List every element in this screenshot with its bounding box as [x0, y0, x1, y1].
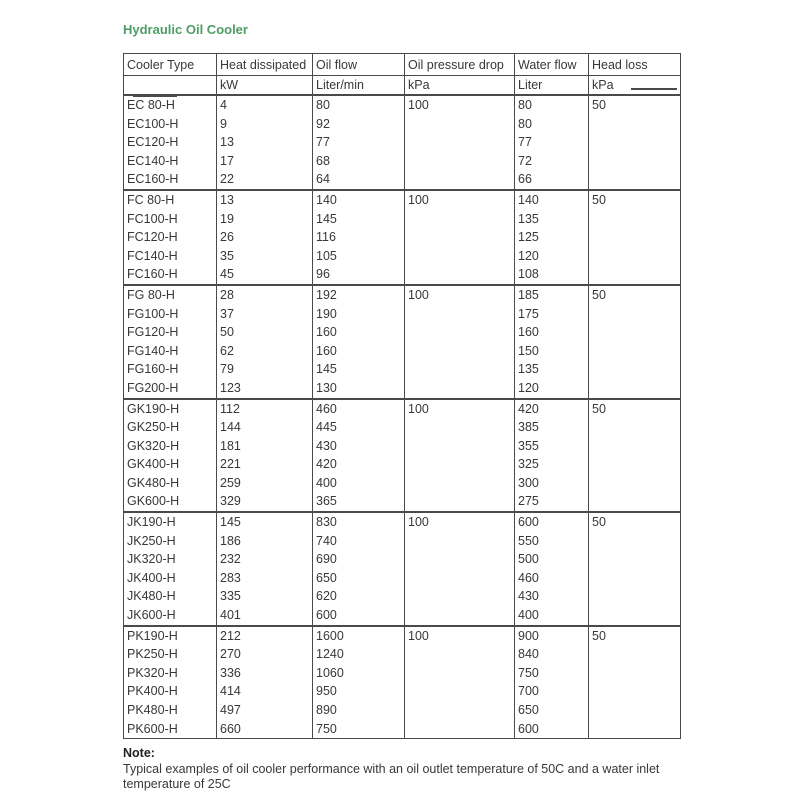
- table-cell: 140: [313, 190, 405, 210]
- table-cell: [405, 455, 515, 474]
- table-cell: [589, 418, 681, 437]
- table-cell: [589, 323, 681, 342]
- table-cell: 19: [217, 210, 313, 229]
- table-cell: 420: [515, 399, 589, 419]
- table-cell: 890: [313, 701, 405, 720]
- table-cell: 4: [217, 95, 313, 115]
- table-cell: JK480-H: [124, 587, 217, 606]
- table-cell: JK250-H: [124, 532, 217, 551]
- table-cell: 50: [589, 626, 681, 646]
- table-cell: [405, 532, 515, 551]
- table-cell: 660: [217, 720, 313, 739]
- table-cell: [589, 379, 681, 399]
- table-cell: [589, 492, 681, 512]
- table-cell: 500: [515, 550, 589, 569]
- table-cell: [589, 265, 681, 285]
- table-cell: 35: [217, 247, 313, 266]
- table-row: [124, 569, 681, 588]
- table-row: [124, 492, 681, 512]
- table-cell: [405, 247, 515, 266]
- table-cell: [589, 170, 681, 190]
- table-cell: 400: [515, 606, 589, 626]
- table-cell: [405, 418, 515, 437]
- table-cell: FG200-H: [124, 379, 217, 399]
- table-cell: GK190-H: [124, 399, 217, 419]
- note-label: Note:: [123, 746, 155, 761]
- table-cell: [405, 210, 515, 229]
- table-cell: 17: [217, 152, 313, 171]
- table-cell: FC100-H: [124, 210, 217, 229]
- table-cell: EC100-H: [124, 115, 217, 134]
- table-cell: 212: [217, 626, 313, 646]
- table-cell: 1600: [313, 626, 405, 646]
- table-cell: 300: [515, 474, 589, 493]
- table-row: [124, 133, 681, 152]
- table-cell: 690: [313, 550, 405, 569]
- table-cell: PK320-H: [124, 664, 217, 683]
- column-unit-cooler-type: [124, 76, 217, 96]
- table-group: [124, 190, 681, 285]
- table-row: [124, 532, 681, 551]
- table-cell: [405, 265, 515, 285]
- table-row: [124, 720, 681, 739]
- table-cell: 100: [405, 95, 515, 115]
- table-cell: [589, 720, 681, 739]
- table-cell: [589, 437, 681, 456]
- table-row: [124, 379, 681, 399]
- table-cell: 100: [405, 399, 515, 419]
- table-cell: 430: [515, 587, 589, 606]
- column-unit-head-loss: kPa: [589, 76, 681, 96]
- table-cell: 100: [405, 512, 515, 532]
- note-section: [123, 746, 689, 793]
- border-artifact-right: [631, 88, 677, 90]
- table-cell: [589, 210, 681, 229]
- table-row: [124, 95, 681, 115]
- table-cell: [405, 305, 515, 324]
- spec-table: [123, 53, 681, 739]
- table-cell: [589, 569, 681, 588]
- table-cell: [405, 342, 515, 361]
- table-cell: 830: [313, 512, 405, 532]
- table-cell: 329: [217, 492, 313, 512]
- table-row: [124, 247, 681, 266]
- table-cell: FG 80-H: [124, 285, 217, 305]
- table-cell: FG140-H: [124, 342, 217, 361]
- table-cell: 13: [217, 133, 313, 152]
- table-cell: 28: [217, 285, 313, 305]
- table-cell: 175: [515, 305, 589, 324]
- table-cell: PK480-H: [124, 701, 217, 720]
- table-cell: [405, 720, 515, 739]
- table-cell: GK320-H: [124, 437, 217, 456]
- table-cell: [589, 152, 681, 171]
- table-row: [124, 437, 681, 456]
- table-group: [124, 95, 681, 190]
- table-cell: 50: [589, 399, 681, 419]
- table-cell: 100: [405, 190, 515, 210]
- table-row: [124, 115, 681, 134]
- table-cell: 750: [515, 664, 589, 683]
- table-cell: [589, 115, 681, 134]
- table-cell: 430: [313, 437, 405, 456]
- table-cell: FC160-H: [124, 265, 217, 285]
- table-cell: [405, 437, 515, 456]
- table-cell: [405, 323, 515, 342]
- header-label-row: [124, 54, 681, 76]
- table-cell: [405, 606, 515, 626]
- table-cell: 181: [217, 437, 313, 456]
- table-cell: PK250-H: [124, 645, 217, 664]
- table-header: [124, 54, 681, 96]
- table-cell: 77: [515, 133, 589, 152]
- table-cell: 120: [515, 247, 589, 266]
- table-cell: FC120-H: [124, 228, 217, 247]
- table-cell: 270: [217, 645, 313, 664]
- table-cell: [405, 664, 515, 683]
- table-cell: 700: [515, 682, 589, 701]
- table-row: [124, 645, 681, 664]
- table-group: [124, 626, 681, 739]
- table-cell: 186: [217, 532, 313, 551]
- table-cell: JK600-H: [124, 606, 217, 626]
- table-cell: 185: [515, 285, 589, 305]
- table-cell: 123: [217, 379, 313, 399]
- column-header-cooler-type: Cooler Type: [124, 54, 217, 76]
- table-cell: 336: [217, 664, 313, 683]
- table-cell: [405, 133, 515, 152]
- table-group: [124, 512, 681, 626]
- table-group: [124, 285, 681, 399]
- table-row: [124, 474, 681, 493]
- column-unit-water-flow: Liter: [515, 76, 589, 96]
- column-unit-oil-flow: Liter/min: [313, 76, 405, 96]
- column-unit-heat-dissipated: kW: [217, 76, 313, 96]
- table-cell: [405, 492, 515, 512]
- table-cell: 192: [313, 285, 405, 305]
- table-cell: 77: [313, 133, 405, 152]
- column-header-oil-flow: Oil flow: [313, 54, 405, 76]
- table-cell: 105: [313, 247, 405, 266]
- table-cell: 401: [217, 606, 313, 626]
- table-cell: 1240: [313, 645, 405, 664]
- table-cell: 460: [313, 399, 405, 419]
- table-cell: [405, 170, 515, 190]
- note-text-line-2: temperature of 25C: [123, 777, 231, 792]
- table-cell: [405, 587, 515, 606]
- table-cell: [589, 342, 681, 361]
- table-cell: 100: [405, 285, 515, 305]
- table-cell: 68: [313, 152, 405, 171]
- table-row: [124, 323, 681, 342]
- table-cell: 355: [515, 437, 589, 456]
- table-cell: 900: [515, 626, 589, 646]
- table-cell: [589, 247, 681, 266]
- table-cell: FC 80-H: [124, 190, 217, 210]
- table-cell: [589, 305, 681, 324]
- table-cell: 283: [217, 569, 313, 588]
- table-cell: [589, 228, 681, 247]
- table-cell: 96: [313, 265, 405, 285]
- page-title: Hydraulic Oil Cooler: [123, 22, 248, 37]
- table-cell: FG120-H: [124, 323, 217, 342]
- table-row: [124, 152, 681, 171]
- table-cell: 135: [515, 360, 589, 379]
- table-cell: 80: [515, 115, 589, 134]
- table-cell: 50: [589, 95, 681, 115]
- table-cell: 221: [217, 455, 313, 474]
- table-cell: 64: [313, 170, 405, 190]
- table-cell: 550: [515, 532, 589, 551]
- table-row: [124, 587, 681, 606]
- table-cell: GK480-H: [124, 474, 217, 493]
- header-unit-row: [124, 76, 681, 96]
- table-cell: 9: [217, 115, 313, 134]
- table-cell: [589, 133, 681, 152]
- table-row: [124, 399, 681, 419]
- table-row: [124, 664, 681, 683]
- table-cell: 1060: [313, 664, 405, 683]
- table-cell: 740: [313, 532, 405, 551]
- table-cell: 385: [515, 418, 589, 437]
- table-row: [124, 682, 681, 701]
- table-cell: [589, 701, 681, 720]
- table-row: [124, 170, 681, 190]
- table-cell: 400: [313, 474, 405, 493]
- table-cell: 66: [515, 170, 589, 190]
- table-cell: PK190-H: [124, 626, 217, 646]
- table-cell: 108: [515, 265, 589, 285]
- table-cell: 259: [217, 474, 313, 493]
- table-cell: 112: [217, 399, 313, 419]
- table-cell: 50: [589, 285, 681, 305]
- table-cell: 460: [515, 569, 589, 588]
- table-cell: 150: [515, 342, 589, 361]
- table-cell: JK400-H: [124, 569, 217, 588]
- table-cell: 145: [217, 512, 313, 532]
- table-row: [124, 228, 681, 247]
- table-cell: 190: [313, 305, 405, 324]
- table-row: [124, 210, 681, 229]
- table-row: [124, 550, 681, 569]
- table-cell: PK400-H: [124, 682, 217, 701]
- table-row: [124, 455, 681, 474]
- table-cell: EC140-H: [124, 152, 217, 171]
- table-cell: 445: [313, 418, 405, 437]
- table-row: [124, 360, 681, 379]
- table-cell: 145: [313, 210, 405, 229]
- table-cell: 750: [313, 720, 405, 739]
- table-cell: JK190-H: [124, 512, 217, 532]
- table-cell: 135: [515, 210, 589, 229]
- table-cell: 650: [515, 701, 589, 720]
- table-cell: 125: [515, 228, 589, 247]
- table-cell: [405, 645, 515, 664]
- column-header-water-flow: Water flow: [515, 54, 589, 76]
- table-cell: 600: [515, 720, 589, 739]
- table-cell: [589, 532, 681, 551]
- table-cell: 600: [313, 606, 405, 626]
- table-cell: [589, 645, 681, 664]
- table-row: [124, 342, 681, 361]
- table-row: [124, 512, 681, 532]
- table-cell: [589, 474, 681, 493]
- table-cell: 50: [589, 512, 681, 532]
- table-cell: GK600-H: [124, 492, 217, 512]
- table-cell: FG160-H: [124, 360, 217, 379]
- table-cell: 335: [217, 587, 313, 606]
- table-cell: FG100-H: [124, 305, 217, 324]
- table-cell: 80: [515, 95, 589, 115]
- table-cell: 365: [313, 492, 405, 512]
- table-cell: 140: [515, 190, 589, 210]
- table-cell: [589, 606, 681, 626]
- table-cell: GK250-H: [124, 418, 217, 437]
- table-cell: [405, 228, 515, 247]
- table-cell: EC160-H: [124, 170, 217, 190]
- table-cell: 600: [515, 512, 589, 532]
- table-cell: 275: [515, 492, 589, 512]
- table-cell: EC 80-H: [124, 95, 217, 115]
- table-cell: [405, 152, 515, 171]
- table-cell: 80: [313, 95, 405, 115]
- table-cell: 26: [217, 228, 313, 247]
- table-cell: [405, 115, 515, 134]
- table-cell: 144: [217, 418, 313, 437]
- table-cell: 160: [313, 342, 405, 361]
- table-cell: [405, 379, 515, 399]
- table-cell: [589, 587, 681, 606]
- column-unit-oil-pressure-drop: kPa: [405, 76, 515, 96]
- table-cell: 79: [217, 360, 313, 379]
- table-cell: [589, 455, 681, 474]
- table-cell: 120: [515, 379, 589, 399]
- table-cell: [589, 664, 681, 683]
- table-cell: [405, 569, 515, 588]
- table-cell: 145: [313, 360, 405, 379]
- table-cell: 160: [313, 323, 405, 342]
- table-cell: 116: [313, 228, 405, 247]
- table-cell: 130: [313, 379, 405, 399]
- table-cell: 414: [217, 682, 313, 701]
- table-cell: 37: [217, 305, 313, 324]
- table-row: [124, 418, 681, 437]
- table-cell: 62: [217, 342, 313, 361]
- table-cell: 325: [515, 455, 589, 474]
- table-cell: [589, 550, 681, 569]
- table-cell: 22: [217, 170, 313, 190]
- table-cell: 840: [515, 645, 589, 664]
- table-cell: [405, 701, 515, 720]
- column-header-oil-pressure-drop: Oil pressure drop: [405, 54, 515, 76]
- table-row: [124, 265, 681, 285]
- table-cell: 620: [313, 587, 405, 606]
- table-cell: 92: [313, 115, 405, 134]
- table-cell: 160: [515, 323, 589, 342]
- table-cell: 420: [313, 455, 405, 474]
- table-cell: 650: [313, 569, 405, 588]
- table-cell: JK320-H: [124, 550, 217, 569]
- table-row: [124, 285, 681, 305]
- table-row: [124, 305, 681, 324]
- table-cell: PK600-H: [124, 720, 217, 739]
- table-cell: [589, 682, 681, 701]
- table-cell: 100: [405, 626, 515, 646]
- table-row: [124, 701, 681, 720]
- content-area: [123, 22, 689, 793]
- table-cell: 72: [515, 152, 589, 171]
- table-row: [124, 626, 681, 646]
- table-cell: FC140-H: [124, 247, 217, 266]
- table-cell: [405, 550, 515, 569]
- table-cell: [405, 474, 515, 493]
- table-cell: 13: [217, 190, 313, 210]
- column-header-heat-dissipated: Heat dissipated: [217, 54, 313, 76]
- column-header-head-loss: Head loss: [589, 54, 681, 76]
- note-text-line-1: Typical examples of oil cooler performance with an oil outlet temperature of 50C and a water inlet: [123, 761, 660, 776]
- table-cell: [405, 682, 515, 701]
- table-group: [124, 399, 681, 513]
- table-cell: 45: [217, 265, 313, 285]
- table-cell: 50: [589, 190, 681, 210]
- table-row: [124, 606, 681, 626]
- table-cell: 50: [217, 323, 313, 342]
- table-cell: EC120-H: [124, 133, 217, 152]
- table-cell: [589, 360, 681, 379]
- table-row: [124, 190, 681, 210]
- table-cell: 950: [313, 682, 405, 701]
- table-cell: GK400-H: [124, 455, 217, 474]
- table-cell: 497: [217, 701, 313, 720]
- table-cell: [405, 360, 515, 379]
- table-cell: 232: [217, 550, 313, 569]
- border-artifact-left: [133, 95, 177, 97]
